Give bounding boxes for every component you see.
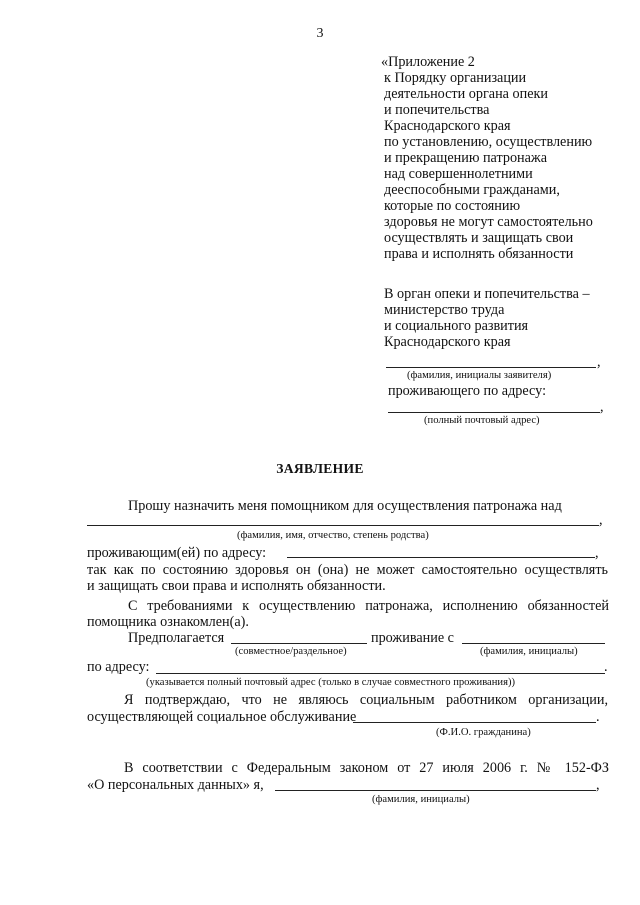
consent-name-field[interactable] bbox=[275, 790, 596, 791]
ward-name-comma: , bbox=[599, 512, 603, 528]
ward-name-caption: (фамилия, имя, отчество, степень родства) bbox=[237, 530, 429, 541]
cohabitation-type-field[interactable] bbox=[231, 643, 367, 644]
applicant-residing-label: проживающего по адресу: bbox=[388, 383, 547, 399]
addressee-line: министерство труда bbox=[384, 302, 505, 318]
addressee-line: и социального развития bbox=[384, 318, 529, 334]
appendix-line: и попечительства bbox=[384, 102, 490, 118]
cohabitation-person-caption: (фамилия, инициалы) bbox=[480, 646, 578, 657]
ward-name-field[interactable] bbox=[87, 525, 599, 526]
appendix-line: осуществлять и защищать свои bbox=[384, 230, 574, 246]
cohabitation-label: Предполагается bbox=[128, 630, 225, 646]
addressee-line: В орган опеки и попечительства – bbox=[384, 286, 590, 302]
appendix-line: по установлению, осуществлению bbox=[384, 134, 593, 150]
appendix-line: здоровья не могут самостоятельно bbox=[384, 214, 593, 230]
ward-address-field[interactable] bbox=[287, 557, 595, 558]
appendix-line: права и исполнять обязанности bbox=[384, 246, 574, 262]
body-line: и защищать свои права и исполнять обязанности. bbox=[87, 578, 386, 594]
citizen-name-caption: (Ф.И.О. гражданина) bbox=[436, 727, 531, 738]
applicant-name-caption: (фамилия, инициалы заявителя) bbox=[407, 370, 552, 381]
cohabitation-person-field[interactable] bbox=[462, 643, 605, 644]
cohabitation-address-caption: (указывается полный почтовый адрес (только в случае совместного проживания)) bbox=[146, 677, 516, 688]
page-number: 3 bbox=[316, 26, 324, 41]
appendix-line: дееспособными гражданами, bbox=[384, 182, 560, 198]
ward-address-comma: , bbox=[595, 545, 599, 561]
body-line: так как по состоянию здоровья он (она) не может самостоятельно осуществлять bbox=[87, 562, 608, 578]
applicant-name-comma: , bbox=[597, 354, 601, 370]
appendix-line: над совершеннолетними bbox=[384, 166, 533, 182]
addressee-line: Краснодарского края bbox=[384, 334, 511, 350]
body-line: В соответствии с Федеральным законом от 27 июля 2006 г. № 152-ФЗ bbox=[124, 760, 609, 776]
cohabitation-address-label: по адресу: bbox=[87, 659, 150, 675]
body-line bbox=[128, 498, 567, 514]
body-line: осуществляющей социальное обслуживание bbox=[87, 709, 357, 725]
body-line: С требованиями к осуществлению патронажа, исполнению обязанностей bbox=[128, 598, 609, 614]
body-line: «О персональных данных» я, bbox=[87, 777, 264, 793]
appendix-line: «Приложение 2 bbox=[381, 54, 475, 70]
appendix-line: которые по состоянию bbox=[384, 198, 521, 214]
document-title: ЗАЯВЛЕНИЕ bbox=[276, 461, 364, 476]
cohabitation-with-label: проживание с bbox=[371, 630, 454, 646]
appendix-line: к Порядку организации bbox=[384, 70, 527, 86]
cohabitation-address-field[interactable] bbox=[156, 673, 605, 674]
applicant-address-field[interactable] bbox=[388, 412, 600, 413]
appendix-line: и прекращению патронажа bbox=[384, 150, 548, 166]
applicant-name-field[interactable] bbox=[386, 367, 596, 368]
citizen-name-period: . bbox=[596, 709, 600, 725]
appendix-line: Краснодарского края bbox=[384, 118, 511, 134]
ward-address-label: проживающим(ей) по адресу: bbox=[87, 545, 267, 561]
consent-name-caption: (фамилия, инициалы) bbox=[372, 794, 470, 805]
body-text: Прошу назначить меня помощником для осуществления патронажа над bbox=[128, 498, 562, 514]
cohabitation-address-period: . bbox=[604, 659, 608, 675]
applicant-address-caption: (полный почтовый адрес) bbox=[424, 415, 540, 426]
cohabitation-type-caption: (совместное/раздельное) bbox=[235, 646, 347, 657]
body-line: Я подтверждаю, что не являюсь социальным работником организации, bbox=[124, 692, 608, 708]
body-line: помощника ознакомлен(а). bbox=[87, 614, 249, 630]
consent-name-comma: , bbox=[596, 777, 600, 793]
applicant-address-comma: , bbox=[600, 399, 604, 415]
citizen-name-field[interactable] bbox=[353, 722, 596, 723]
appendix-line: деятельности органа опеки bbox=[384, 86, 548, 102]
